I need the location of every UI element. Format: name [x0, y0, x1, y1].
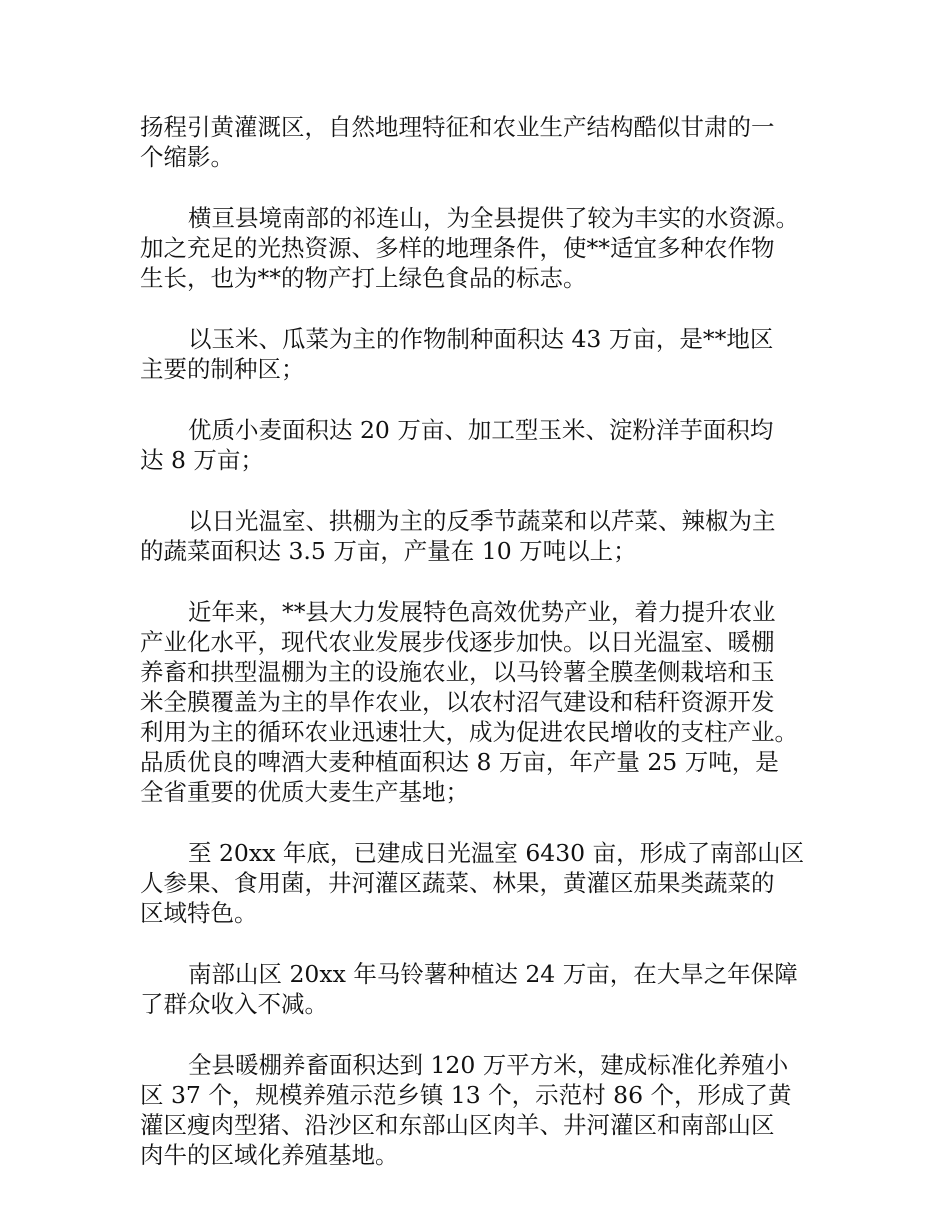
paragraph-line: 人参果、食用菌，井河灌区蔬菜、林果，黄灌区茄果类蔬菜的	[140, 869, 775, 897]
paragraph-line: 以日光温室、拱棚为主的反季节蔬菜和以芹菜、辣椒为主	[188, 507, 776, 535]
paragraph-line: 肉牛的区域化养殖基地。	[140, 1141, 399, 1169]
paragraph-2	[140, 203, 830, 293]
document-body	[140, 112, 830, 1201]
paragraph-line: 区域特色。	[140, 899, 258, 927]
paragraph-line: 区 37 个，规模养殖示范乡镇 13 个，示范村 86 个，形成了黄	[140, 1081, 792, 1109]
paragraph-line: 横亘县境南部的祁连山，为全县提供了较为丰实的水资源。	[188, 204, 799, 232]
paragraph-line: 主要的制种区；	[140, 355, 305, 383]
paragraph-line: 了群众收入不减。	[140, 990, 328, 1018]
paragraph-line: 养畜和拱型温棚为主的设施农业，以马铃薯全膜垄侧栽培和玉	[140, 658, 775, 686]
paragraph-line: 扬程引黄灌溉区，自然地理特征和农业生产结构酷似甘肃的一	[140, 113, 775, 141]
paragraph-9	[140, 1050, 830, 1170]
paragraph-line: 全省重要的优质大麦生产基地；	[140, 778, 469, 806]
paragraph-line: 利用为主的循环农业迅速壮大，成为促进农民增收的支柱产业。	[140, 718, 798, 746]
paragraph-1	[140, 112, 830, 172]
paragraph-5	[140, 506, 830, 566]
paragraph-4	[140, 415, 830, 475]
paragraph-line: 品质优良的啤酒大麦种植面积达 8 万亩，年产量 25 万吨，是	[140, 748, 779, 776]
paragraph-line: 生长，也为**的物产打上绿色食品的标志。	[140, 264, 587, 292]
paragraph-line: 灌区瘦肉型猪、沿沙区和东部山区肉羊、井河灌区和南部山区	[140, 1111, 775, 1139]
paragraph-line: 南部山区 20xx 年马铃薯种植达 24 万亩，在大旱之年保障	[188, 960, 798, 988]
paragraph-line: 达 8 万亩；	[140, 446, 264, 474]
paragraph-line: 加之充足的光热资源、多样的地理条件，使**适宜多种农作物	[140, 234, 775, 262]
paragraph-line: 产业化水平，现代农业发展步伐逐步加快。以日光温室、暖棚	[140, 628, 775, 656]
paragraph-line: 的蔬菜面积达 3.5 万亩，产量在 10 万吨以上；	[140, 537, 637, 565]
paragraph-line: 个缩影。	[140, 143, 234, 171]
paragraph-line: 至 20xx 年底，已建成日光温室 6430 亩，形成了南部山区	[188, 839, 805, 867]
paragraph-line: 近年来，**县大力发展特色高效优势产业，着力提升农业	[188, 598, 776, 626]
paragraph-line: 米全膜覆盖为主的旱作农业，以农村沼气建设和秸秆资源开发	[140, 688, 775, 716]
paragraph-3	[140, 324, 830, 384]
paragraph-line: 优质小麦面积达 20 万亩、加工型玉米、淀粉洋芋面积均	[188, 416, 774, 444]
paragraph-line: 以玉米、瓜菜为主的作物制种面积达 43 万亩，是**地区	[188, 325, 774, 353]
paragraph-line: 全县暖棚养畜面积达到 120 万平方米，建成标准化养殖小	[188, 1051, 789, 1079]
paragraph-8	[140, 959, 830, 1019]
paragraph-7	[140, 838, 830, 928]
paragraph-6	[140, 597, 830, 807]
